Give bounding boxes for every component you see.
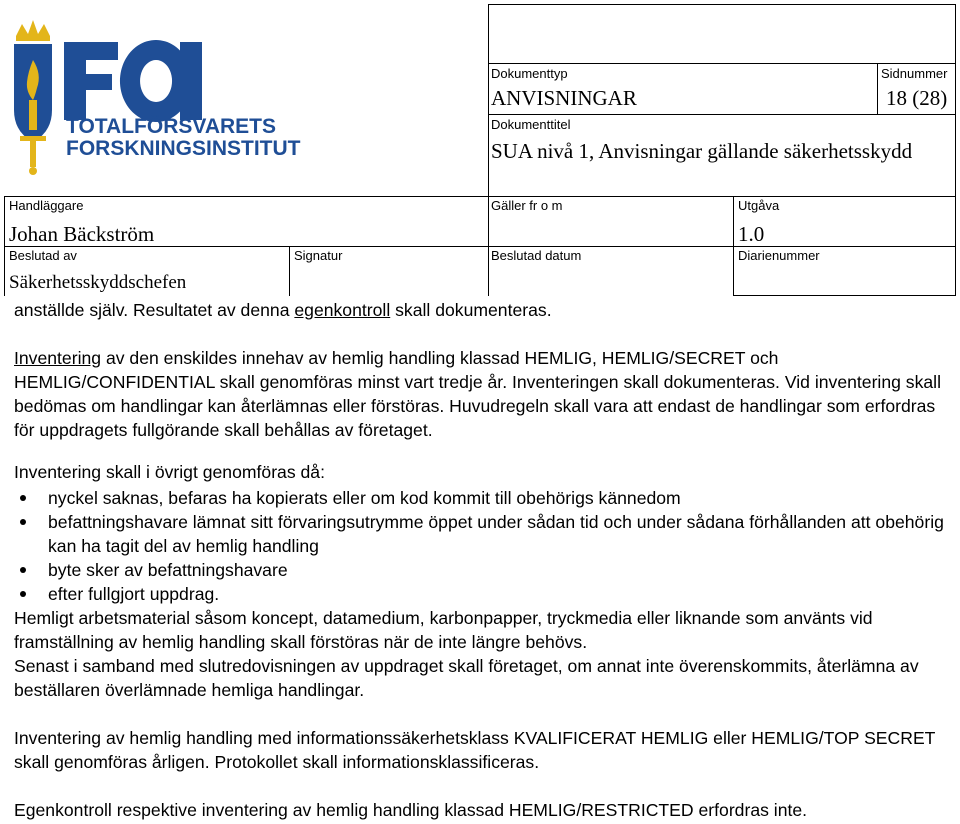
- edition-value: 1.0: [738, 222, 765, 246]
- signature-label: Signatur: [294, 248, 343, 263]
- header-signature-divider: [289, 246, 290, 296]
- edition-label: Utgåva: [738, 198, 780, 213]
- registry-label: Diarienummer: [738, 248, 820, 263]
- header-row-divider: [4, 246, 956, 247]
- paragraph-inventory-conditions: Inventering skall i övrigt genomföras då:: [14, 462, 325, 482]
- paragraph-work-material: Hemligt arbetsmaterial såsom koncept, datamedium, karbonpapper, tryckmedia eller liknande som använts vid framställning av hemlig handling skall förstöras när de inte längre behövs.: [14, 608, 873, 652]
- list-item: befattningshavare lämnat sitt förvaringsutrymme öppet under sådan tid och under sådana förhållanden att obehörig kan ha tagit del av hemlig handling: [14, 510, 949, 558]
- decided-by-label: Beslutad av: [9, 248, 77, 263]
- paragraph-return: Senast i samband med slutredovisningen av uppdraget skall företaget, om annat inte överenskommits, återlämna av beställaren överlämnade hemliga handlingar.: [14, 656, 919, 700]
- list-item: efter fullgjort uppdrag.: [14, 582, 949, 606]
- list-item: byte sker av befattningshavare: [14, 558, 949, 582]
- inventory-link[interactable]: Inventering: [14, 348, 102, 368]
- doc-type-value: ANVISNINGAR: [491, 86, 637, 110]
- header-grid-top-border: [4, 196, 956, 197]
- header-doctype-top-border: [488, 63, 956, 64]
- paragraph-top-secret-inventory: Inventering av hemlig handling med informationssäkerhetsklass KVALIFICERAT HEMLIG eller HEMLIG/TOP SECRET skall genomföras årligen. Protokollet skall informationsklassificeras.: [14, 728, 936, 772]
- paragraph-inventory: Inventering av den enskildes innehav av hemlig handling klassad HEMLIG, HEMLIG/SECRET och HEMLIG/CONFIDENTIAL skall genomföras minst vart tredje år. Inventeringen skall dokumenteras. Vid inventering skall bedömas om handlingar kan återlämnas eller förstöras. Huvudregeln skall vara att endast de handlingar som erfordras för uppdragets fullgörande skall behållas av företaget.: [14, 348, 941, 440]
- header-title-top-border: [488, 114, 956, 115]
- self-check-link[interactable]: egenkontroll: [294, 300, 391, 320]
- valid-from-label: Gäller fr o m: [491, 198, 563, 213]
- document-body: [14, 298, 949, 822]
- conditions-list: [14, 486, 949, 606]
- bullet-icon: [20, 495, 26, 501]
- bullet-icon: [20, 591, 26, 597]
- doc-title-value: SUA nivå 1, Anvisningar gällande säkerhetsskydd: [491, 139, 913, 163]
- handler-value: Johan Bäckström: [9, 222, 155, 246]
- bullet-icon: [20, 567, 26, 573]
- paragraph-self-check: anställde själv. Resultatet av denna egenkontroll skall dokumenteras.: [14, 300, 552, 320]
- doc-title-label: Dokumenttitel: [491, 117, 571, 132]
- header-logo-divider: [488, 4, 489, 196]
- handler-label: Handläggare: [9, 198, 84, 213]
- decided-by-value: Säkerhetsskyddschefen: [9, 272, 187, 293]
- header-top-border: [488, 4, 956, 5]
- bullet-icon: [20, 519, 26, 525]
- page-value: 18 (28): [886, 86, 948, 110]
- header-right-border: [955, 4, 956, 296]
- header-page-divider: [877, 63, 878, 114]
- page-label: Sidnummer: [881, 66, 948, 81]
- decided-date-label: Beslutad datum: [491, 248, 582, 263]
- list-item: nyckel saknas, befaras ha kopierats eller om kod kommit till obehörigs kännedom: [14, 486, 949, 510]
- paragraph-restricted: Egenkontroll respektive inventering av hemlig handling klassad HEMLIG/RESTRICTED erfordras inte.: [14, 800, 808, 820]
- header-registry-bottom: [733, 295, 956, 296]
- logo-line-2: FORSKNINGSINSTITUT: [66, 137, 301, 160]
- doc-type-label: Dokumenttyp: [491, 66, 568, 81]
- logo-line-1: TOTALFÖRSVARETS: [66, 115, 276, 138]
